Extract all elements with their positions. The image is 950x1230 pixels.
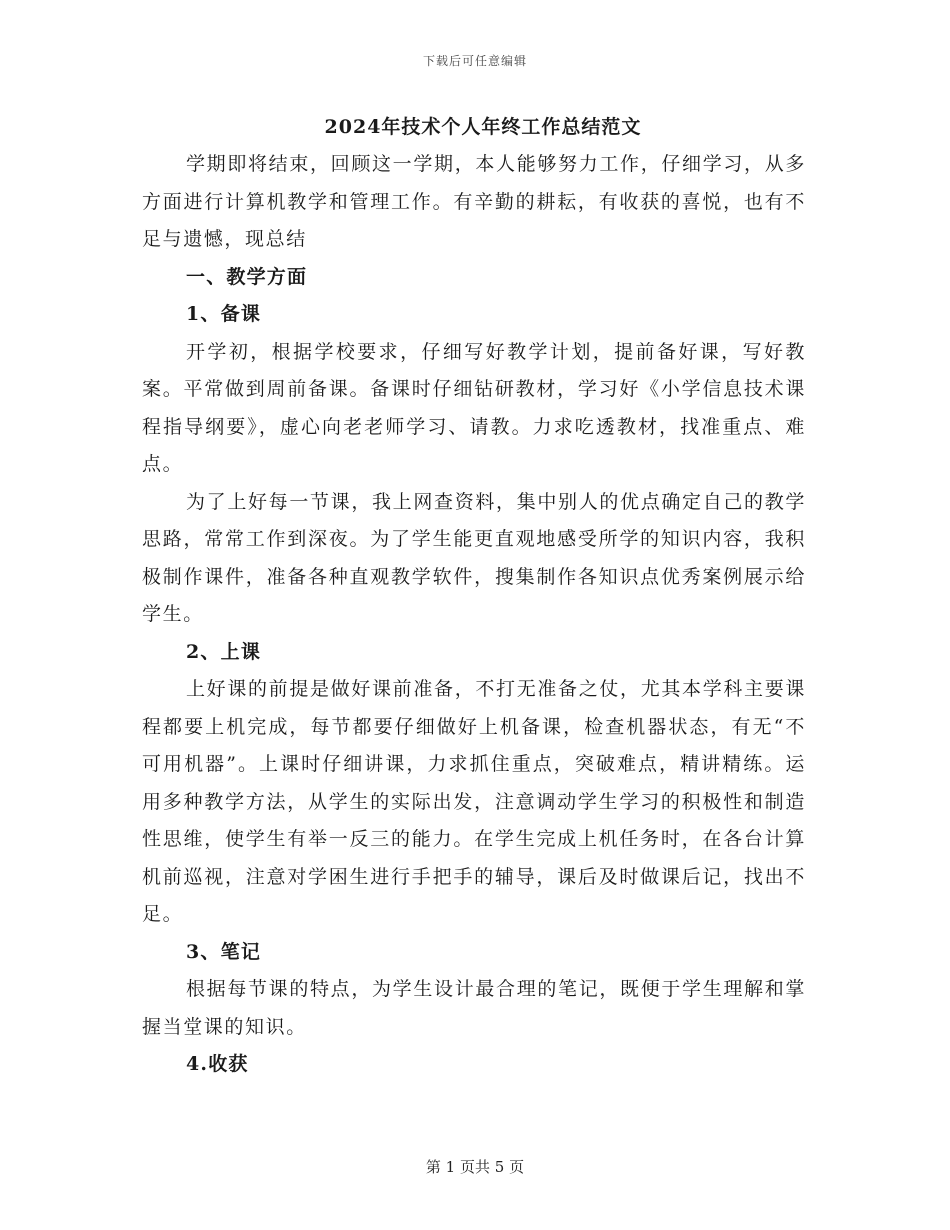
subsection-heading-teaching-class: 2、上课	[186, 640, 262, 663]
subsection-heading-notes: 3、笔记	[186, 940, 262, 963]
page-footer: 第 1 页共 5 页	[425, 1158, 525, 1176]
document-body	[142, 112, 806, 1084]
section-heading-teaching: 一、教学方面	[186, 265, 308, 288]
notes-paragraph: 根据每节课的特点，为学生设计最合理的笔记，既便于学生理解和掌握当堂课的知识。	[142, 978, 806, 1038]
document-title: 2024年技术个人年终工作总结范文	[324, 116, 642, 138]
subsection-heading-gains: 4.收获	[186, 1053, 249, 1075]
lesson-prep-paragraph-1: 开学初，根据学校要求，仔细写好教学计划，提前备好课，写好教案。平常做到周前备课。备课时仔细钻研教材，学习好《小学信息技术课程指导纲要》，虚心向老老师学习、请教。力求吃透教材，找准重点、难点。	[142, 340, 806, 475]
intro-paragraph: 学期即将结束，回顾这一学期，本人能够努力工作，仔细学习，从多方面进行计算机教学和管理工作。有辛勤的耕耘，有收获的喜悦，也有不足与遗憾，现总结	[142, 153, 806, 250]
subsection-heading-lesson-prep: 1、备课	[186, 303, 262, 325]
lesson-prep-paragraph-2: 为了上好每一节课，我上网查资料，集中别人的优点确定自己的教学思路，常常工作到深夜。为了学生能更直观地感受所学的知识内容，我积极制作课件，准备各种直观教学软件，搜集制作各知识点优秀案例展示给学生。	[142, 490, 806, 625]
teaching-class-paragraph: 上好课的前提是做好课前准备，不打无准备之仗，尤其本学科主要课程都要上机完成，每节都要仔细做好上机备课，检查机器状态，有无“不可用机器”。上课时仔细讲课，力求抓住重点，突破难点，精讲精练。运用多种教学方法，从学生的实际出发，注意调动学生学习的积极性和制造性思维，使学生有举一反三的能力。在学生完成上机任务时，在各台计算机前巡视，注意对学困生进行手把手的辅导，课后及时做课后记，找出不足。	[142, 678, 806, 925]
page-header: 下载后可任意编辑	[422, 54, 527, 68]
